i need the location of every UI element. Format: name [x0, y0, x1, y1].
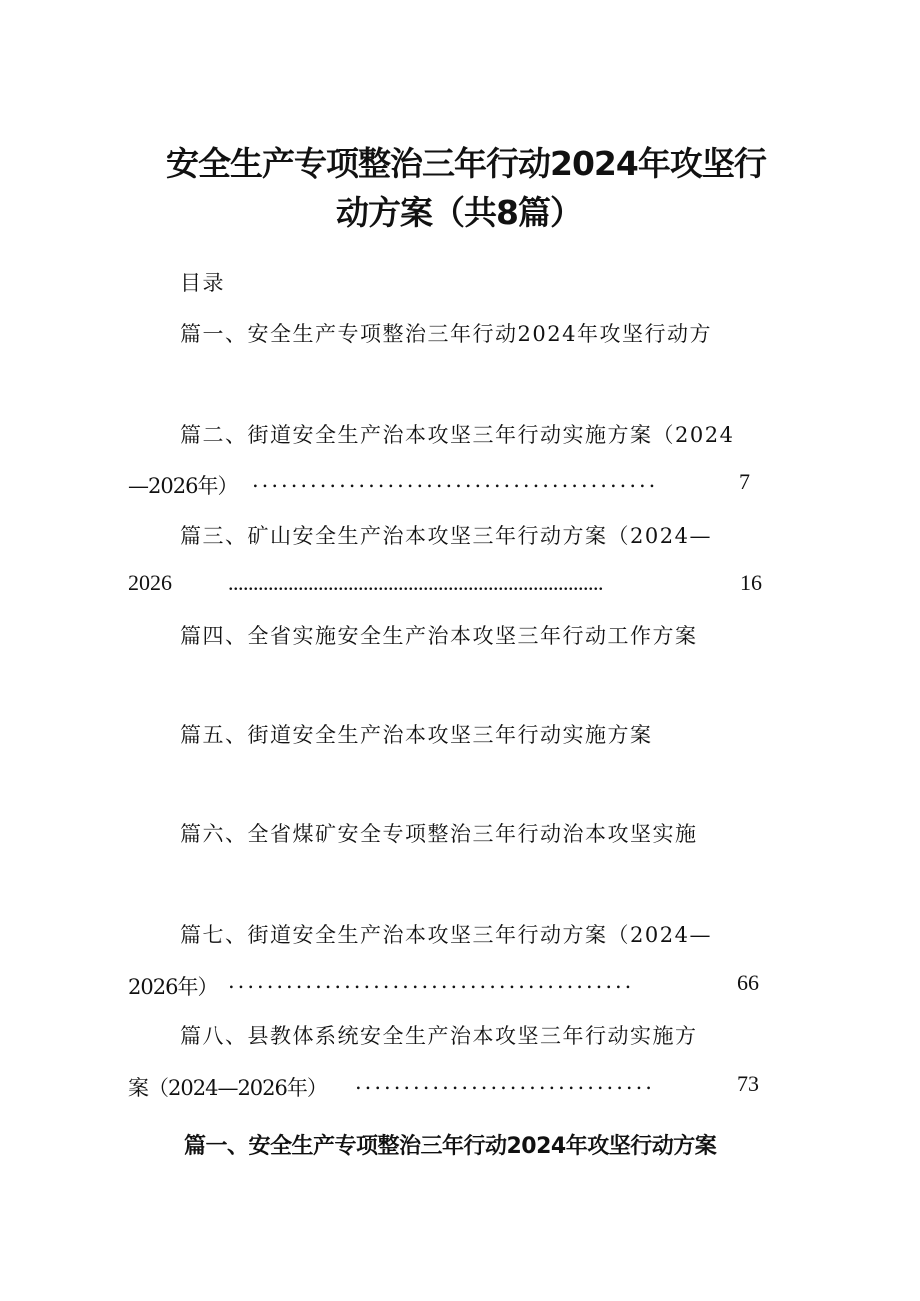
toc-entry-8[interactable]: 篇八、县教体系统安全生产治本攻坚三年行动实施方 — [180, 1024, 698, 1048]
toc-entry-3[interactable]: 篇三、矿山安全生产治本攻坚三年行动方案（2024— — [180, 524, 712, 548]
toc-entry-5[interactable]: 篇五、街道安全生产治本攻坚三年行动实施方案 — [180, 723, 653, 747]
document-title-line-1: 安全生产专项整治三年行动2024年攻坚行 — [166, 144, 766, 183]
toc-entry-7-leader: .......................................... — [228, 969, 635, 993]
toc-entry-8-page: 73 — [737, 1071, 759, 1096]
toc-entry-3-continuation: 2026 — [128, 570, 172, 595]
toc-entry-4[interactable]: 篇四、全省实施安全生产治本攻坚三年行动工作方案 — [180, 624, 698, 648]
toc-entry-2[interactable]: 篇二、街道安全生产治本攻坚三年行动实施方案（2024 — [180, 423, 735, 447]
document-title-line-2: 动方案（共8篇） — [336, 193, 582, 232]
toc-entry-3-page: 16 — [740, 570, 762, 595]
section-heading: 篇一、安全生产专项整治三年行动2024年攻坚行动方案 — [184, 1134, 717, 1159]
toc-entry-6[interactable]: 篇六、全省煤矿安全专项整治三年行动治本攻坚实施 — [180, 822, 698, 846]
toc-entry-7-page: 66 — [737, 970, 759, 995]
toc-entry-2-page: 7 — [739, 469, 750, 494]
toc-entry-2-continuation: —2026年） — [128, 474, 238, 498]
toc-entry-8-leader: ............................... — [355, 1070, 655, 1094]
toc-entry-7[interactable]: 篇七、街道安全生产治本攻坚三年行动方案（2024— — [180, 923, 712, 947]
toc-entry-8-continuation: 案（2024—2026年） — [128, 1076, 327, 1100]
toc-entry-7-continuation: 2026年） — [128, 975, 218, 999]
toc-entry-2-leader: .......................................... — [252, 468, 659, 492]
toc-entry-3-leader: ........................................................................... — [228, 570, 603, 595]
toc-entry-1[interactable]: 篇一、安全生产专项整治三年行动2024年攻坚行动方 — [180, 322, 712, 346]
toc-label: 目录 — [180, 271, 225, 295]
